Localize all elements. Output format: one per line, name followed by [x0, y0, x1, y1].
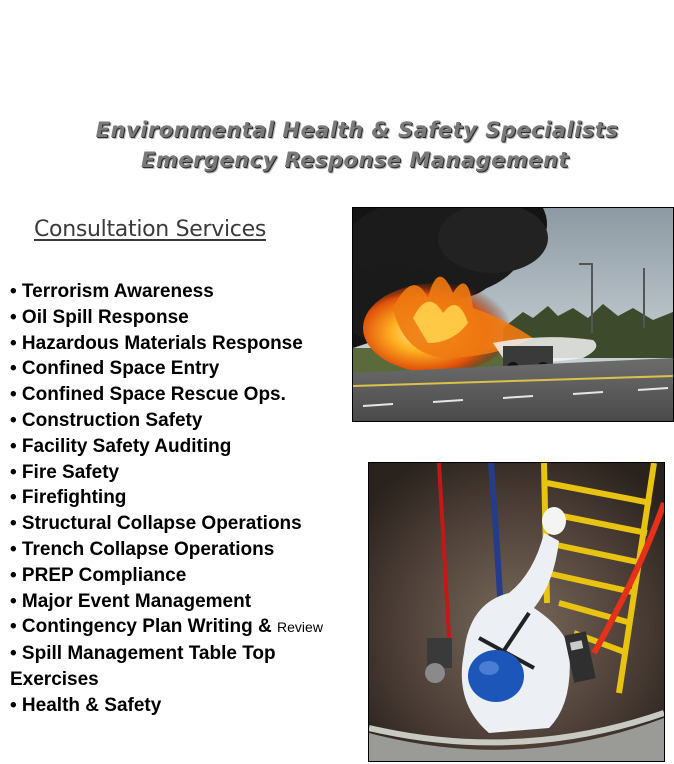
service-hazardous-materials-response: • Hazardous Materials Response	[10, 332, 303, 354]
services-list	[10, 279, 370, 719]
service-spill-management: • Spill Management Table Top Exercises	[10, 643, 276, 690]
service-confined-space-rescue: • Confined Space Rescue Ops.	[10, 384, 286, 406]
contingency-review: Review	[277, 619, 323, 636]
section-title: Consultation Services	[34, 217, 266, 242]
service-terrorism-awareness: • Terrorism Awareness	[10, 281, 214, 302]
service-fire-safety: • Fire Safety	[10, 461, 120, 483]
header-line-1: Environmental Health & Safety Specialists	[95, 118, 619, 142]
service-confined-space-entry: • Confined Space Entry	[10, 358, 220, 380]
service-facility-safety-auditing: • Facility Safety Auditing	[10, 435, 232, 457]
service-construction-safety: • Construction Safety	[10, 409, 203, 431]
service-major-event-management: • Major Event Management	[10, 590, 252, 612]
service-oil-spill-response: • Oil Spill Response	[10, 306, 189, 328]
service-firefighting: • Firefighting	[10, 487, 127, 509]
service-health-safety: • Health & Safety	[10, 694, 162, 716]
service-contingency-plan	[10, 614, 370, 641]
contingency-main: • Contingency Plan Writing &	[10, 616, 278, 638]
service-structural-collapse: • Structural Collapse Operations	[10, 513, 302, 535]
tanker-fire-photo	[352, 207, 674, 422]
header-line-2: Emergency Response Management	[141, 148, 569, 172]
service-trench-collapse: • Trench Collapse Operations	[10, 538, 275, 560]
service-prep-compliance: • PREP Compliance	[10, 564, 187, 586]
confined-space-rescue-photo	[368, 462, 665, 762]
